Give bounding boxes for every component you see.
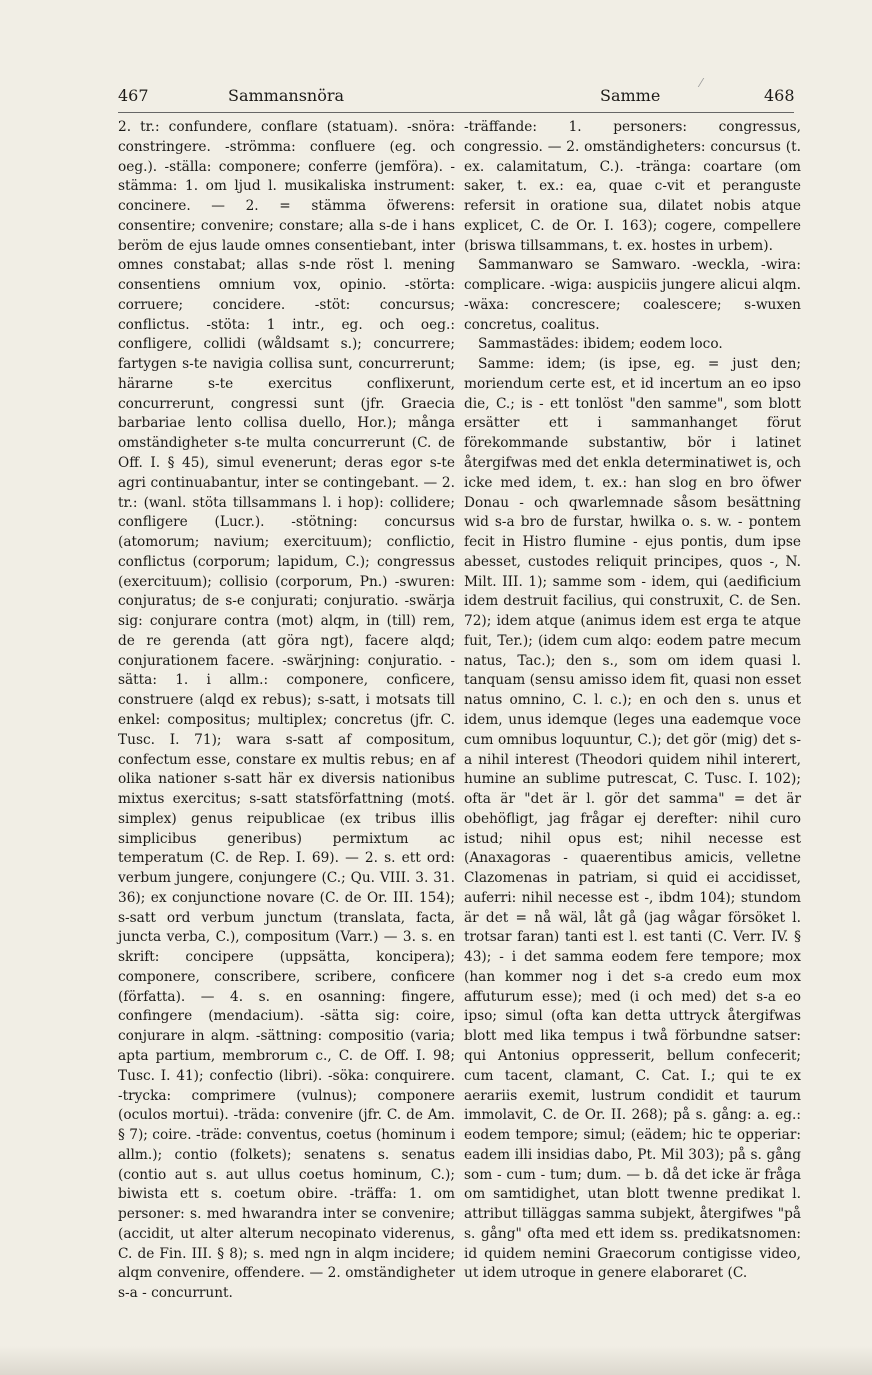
running-head-right: Samme bbox=[600, 86, 661, 105]
pencil-mark: ⁄ bbox=[700, 76, 703, 90]
left-column bbox=[118, 118, 455, 1304]
entry-sammastades: Sammastädes: ibidem; eodem loco. bbox=[478, 336, 723, 353]
page-number-left: 467 bbox=[118, 86, 149, 105]
entry-paragraph: -träffande: 1. personers: congressus, congressio. — 2. omständigheters: concursus (t. ex. calamitatum, C.). -tränga: coartare (om saker, t. ex.: ea, quae c-vit et peranguste refersit in oratione sua, dilatet nobis atque explicet, C. de Or. I. 163); cogere, compellere (briswa tillsammans, t. ex. hostes in urbem). bbox=[464, 119, 801, 254]
entry-sammanwaro: Sammanwaro se Samwaro. -weckla, -wira: complicare. -wiga: auspiciis jungere alicui alqm. -wäxa: concrescere; coalescere; s-wuxen concretus, coalitus. bbox=[464, 257, 801, 333]
page-fold-shadow bbox=[0, 1346, 872, 1375]
right-column bbox=[464, 118, 801, 1284]
entry-samme: Samme: idem; (is ipse, eg. = just den; moriendum certe est, et id incertum an eo ipso die, C.; is - ett tonlöst "den samme", som blott ersätter ett i sammanhanget förut förekommande substantiw, bör i latinet återgifwas med det enkla determinatiwet is, och icke med idem, t. ex.: han slog en bro öfwer Donau - och qwarlemnade såsom besättning wid s-a bro de furstar, hwilka o. s. w. - pontem fecit in Histro flumine - ejus pontis, dum ipse abesset, custodes reliquit principes, quos -, N. Milt. III. 1); samme som - idem, qui (aedificium idem destruit facilius, qui construxit, C. de Sen. 72); idem atque (animus idem est erga te atque fuit, Ter.); (idem cum alqo: eodem patre mecum natus, Tac.); den s., som om idem quasi l. tanquam (sensu amisso idem fit, quasi non esset natus omnino, C. l. c.); en och den s. unus et idem, unus idemque (leges una eademque voce cum omnibus loquuntur, C.); det gör (mig) det s-a nihil interest (Theodori quidem nihil interert, humine an sublime putrescat, C. Tusc. I. 102); ofta är "det är l. gör det samma" = det är obehöfligt, jag frågar ej derefter: nihil curo istud; nihil opus est; nihil necesse est (Anaxagoras - quaerentibus amicis, velletne Clazomenas in patriam, si quid ei accidisset, auferri: nihil necesse est -, ibdm 104); stundom är det = nå wäl, låt gå (jag wågar försöket l. trotsar faran) tanti est l. est tanti (C. Verr. IV. § 43); - i det samma eodem fere tempore; mox (han kommer nog i det s-a credo eum mox affuturum esse); med (i och med) det s-a eo ipso; simul (ofta kan detta uttryck återgifwas blott med lika tempus i twå förbundne satser: qui Antonius oppresserit, bellum confecerit; cum tacent, clamant, C. Cat. I.; qui te ex aerariis exemit, lustrum condidit et taurum immolavit, C. de Or. II. 268); på s. gång: a. eg.: eodem tempore; simul; (eädem; hic te opperiar: eadem illi insidias dabo, Pt. Mil 303); på s. gång som - cum - tum; dum. — b. då det icke är fråga om samtidighet, utan blott twenne predikat l. attribut tilläggas samma subjekt, återgifwes "på s. gång" ofta med ett idem ss. predikatsnomen: id quidem nemini Graecorum contigisse video, ut idem utroque in genere elaboraret (C. bbox=[464, 356, 801, 1282]
running-head-left: Sammansnöra bbox=[228, 86, 345, 105]
page-number-right: 468 bbox=[764, 86, 795, 105]
entry-paragraph: 2. tr.: confundere, conflare (statuam). -snöra: constringere. -strömma: confluere (eg. och oeg.). -ställa: componere; conferre (jemföra). -stämma: 1. om ljud l. musikaliska instrument: concinere. — 2. = stämma öfwerens: consentire; convenire; constare; alla s-de i hans beröm de ejus laude omnes consentiebant, inter omnes constabat; allas s-nde röst l. mening consentiens omnium vox, opinio. -störta: corruere; concidere. -stöt: concursus; conflictus. -stöta: 1 intr., eg. och oeg.: confligere, collidi (wåldsamt s.); concurrere; fartygen s-te navigia collisa sunt, concurrerunt; härarne s-te exercitus conflixerunt, concurrerunt, congressi sunt (jfr. Graecia barbariae lento collisa duello, Hor.); många omständigheter s-te multa concurrerunt (C. de Off. I. § 45), simul evenerunt; deras egor s-te agri continuabantur, inter se contingebant. — 2. tr.: (wanl. stöta tillsammans l. i hop): collidere; confligere (Lucr.). -stötning: concursus (atomorum; navium; exercituum); conflictio, conflictus (corporum; lapidum, C.); congressus (exercituum); collisio (corporum, Pn.) -swuren: conjuratus; de s-e conjurati; conjuratio. -swärja sig: conjurare contra (mot) alqm, in (till) rem, de re gerenda (att göra ngt), facere alqd; conjurationem facere. -swärjning: conjuratio. -sätta: 1. i allm.: componere, conficere, construere (alqd ex rebus); s-satt, i motsats till enkel: compositus; multiplex; concretus (jfr. C. Tusc. I. 71); wara s-satt af compositum, confectum esse, constare ex multis rebus; en af olika nationer s-satt här ex diversis nationibus mixtus exercitus; s-satt statsförfattning (motś. simplex) genus reipublicae (ex tribus illis simplicibus generibus) permixtum ac temperatum (C. de Rep. I. 69). — 2. s. ett ord: verbum jungere, conjungere (C.; Qu. VIII. 3. 31. 36); ex conjunctione novare (C. de Or. III. 154); s-satt ord verbum junctum (translata, facta, juncta verba, C.), compositum (Varr.) — 3. s. en skrift: concipere (uppsätta, koncipera); componere, conscribere, scribere, conficere (författa). — 4. s. en osanning: fingere, confingere (mendacium). -sätta sig: coire, conjurare in alqm. -sättning: compositio (varia; apta partium, membrorum c., C. de Off. I. 98; Tusc. I. 41); confectio (libri). -söka: conquirere. -trycka: comprimere (vulnus); componere (oculos mortui). -träda: convenire (jfr. C. de Am. § 7); coire. -träde: conventus, coetus (hominum i allm.); contio (folkets); senatens s. senatus (contio aut s. aut ullus coetus hominum, C.); biwista ett s. coetum obire. -träffa: 1. om personer: s. med hwarandra inter se convenire; (accidit, ut alter alterum necopinato viderenus, C. de Fin. III. § 8); s. med ngn in alqm incidere; alqm convenire, offendere. — 2. omständigheter s-a - concurrunt. bbox=[118, 119, 455, 1302]
header-rule bbox=[118, 112, 794, 113]
